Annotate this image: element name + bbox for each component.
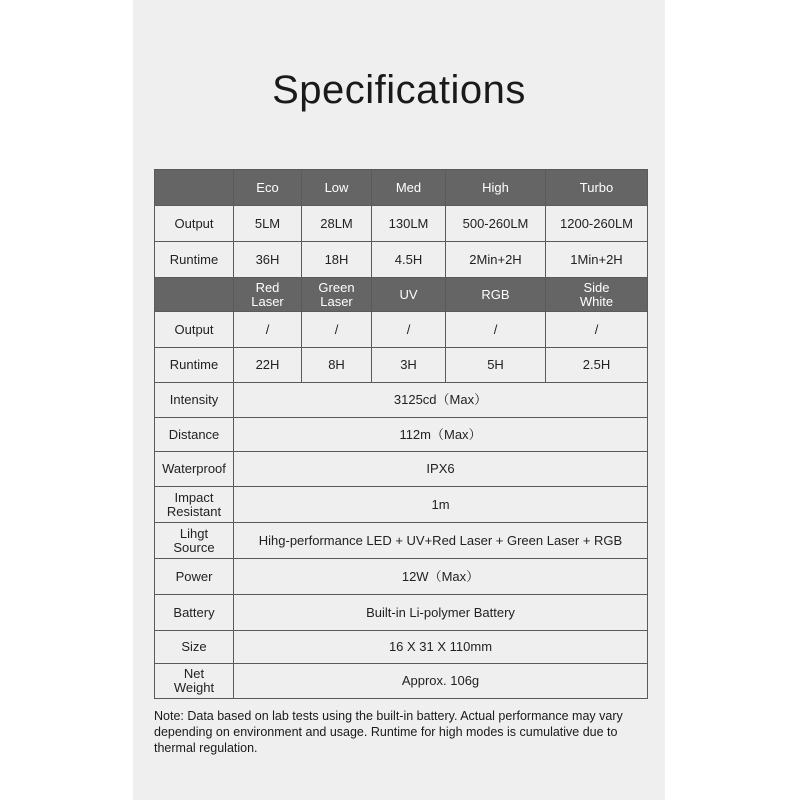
- table-cell: 4.5H: [372, 242, 446, 278]
- table-cell: 500-260LM: [446, 206, 546, 242]
- table-cell: 1Min+2H: [546, 242, 648, 278]
- spec-value: 1m: [234, 487, 648, 523]
- spec-value: Approx. 106g: [234, 664, 648, 699]
- table-cell: /: [302, 312, 372, 348]
- table-cell: /: [546, 312, 648, 348]
- table-row: [155, 348, 648, 383]
- row-label: Net Weight: [155, 664, 234, 699]
- table-cell: 5LM: [234, 206, 302, 242]
- table-cell: /: [372, 312, 446, 348]
- table-cell: 2Min+2H: [446, 242, 546, 278]
- table-cell: 28LM: [302, 206, 372, 242]
- spec-row-intensity: [155, 383, 648, 418]
- footnote: Note: Data based on lab tests using the built-in battery. Actual performance may vary depending on environment and usage. Runtime for high modes is cumulative due to thermal regulation.: [154, 709, 623, 755]
- spec-row-size: [155, 631, 648, 664]
- row-label: Output: [155, 206, 234, 242]
- header-cell: Green Laser: [302, 278, 372, 312]
- header-cell: Low: [302, 170, 372, 206]
- table-cell: 2.5H: [546, 348, 648, 383]
- row-label: Lihgt Source: [155, 523, 234, 559]
- spec-value: Hihg-performance LED + UV+Red Laser + Green Laser + RGB: [234, 523, 648, 559]
- spec-row-impact: [155, 487, 648, 523]
- header-cell: Med: [372, 170, 446, 206]
- spec-value: 3125cd（Max）: [234, 383, 648, 418]
- spec-row-battery: [155, 595, 648, 631]
- table-cell: 1200-260LM: [546, 206, 648, 242]
- table-row: [155, 242, 648, 278]
- table-cell: 8H: [302, 348, 372, 383]
- table-cell: /: [446, 312, 546, 348]
- table-cell: 18H: [302, 242, 372, 278]
- row-label: Size: [155, 631, 234, 664]
- spec-row-waterproof: [155, 452, 648, 487]
- header-cell: Side White: [546, 278, 648, 312]
- table-cell: 130LM: [372, 206, 446, 242]
- table-cell: /: [234, 312, 302, 348]
- row-label: Impact Resistant: [155, 487, 234, 523]
- spec-value: IPX6: [234, 452, 648, 487]
- row-label: Output: [155, 312, 234, 348]
- spec-row-power: [155, 559, 648, 595]
- table-row: [155, 312, 648, 348]
- row-label: Power: [155, 559, 234, 595]
- header-cell: [155, 278, 234, 312]
- header-cell: Red Laser: [234, 278, 302, 312]
- special-modes-header-row: [155, 278, 648, 312]
- table-row: [155, 206, 648, 242]
- row-label: Distance: [155, 418, 234, 452]
- row-label: Waterproof: [155, 452, 234, 487]
- header-cell: [155, 170, 234, 206]
- spec-value: Built-in Li-polymer Battery: [234, 595, 648, 631]
- spec-row-distance: [155, 418, 648, 452]
- spec-row-light-source: [155, 523, 648, 559]
- header-cell: RGB: [446, 278, 546, 312]
- page-title: Specifications: [272, 68, 526, 112]
- header-cell: UV: [372, 278, 446, 312]
- modes-header-row: [155, 170, 648, 206]
- row-label: Intensity: [155, 383, 234, 418]
- header-cell: Turbo: [546, 170, 648, 206]
- table-cell: 5H: [446, 348, 546, 383]
- header-cell: Eco: [234, 170, 302, 206]
- spec-value: 16 X 31 X 110mm: [234, 631, 648, 664]
- spec-value: 12W（Max）: [234, 559, 648, 595]
- header-cell: High: [446, 170, 546, 206]
- table-cell: 3H: [372, 348, 446, 383]
- row-label: Runtime: [155, 242, 234, 278]
- spec-row-net-weight: [155, 664, 648, 699]
- spec-table: [154, 169, 648, 699]
- row-label: Battery: [155, 595, 234, 631]
- spec-value: 112m（Max）: [234, 418, 648, 452]
- table-cell: 36H: [234, 242, 302, 278]
- row-label: Runtime: [155, 348, 234, 383]
- table-cell: 22H: [234, 348, 302, 383]
